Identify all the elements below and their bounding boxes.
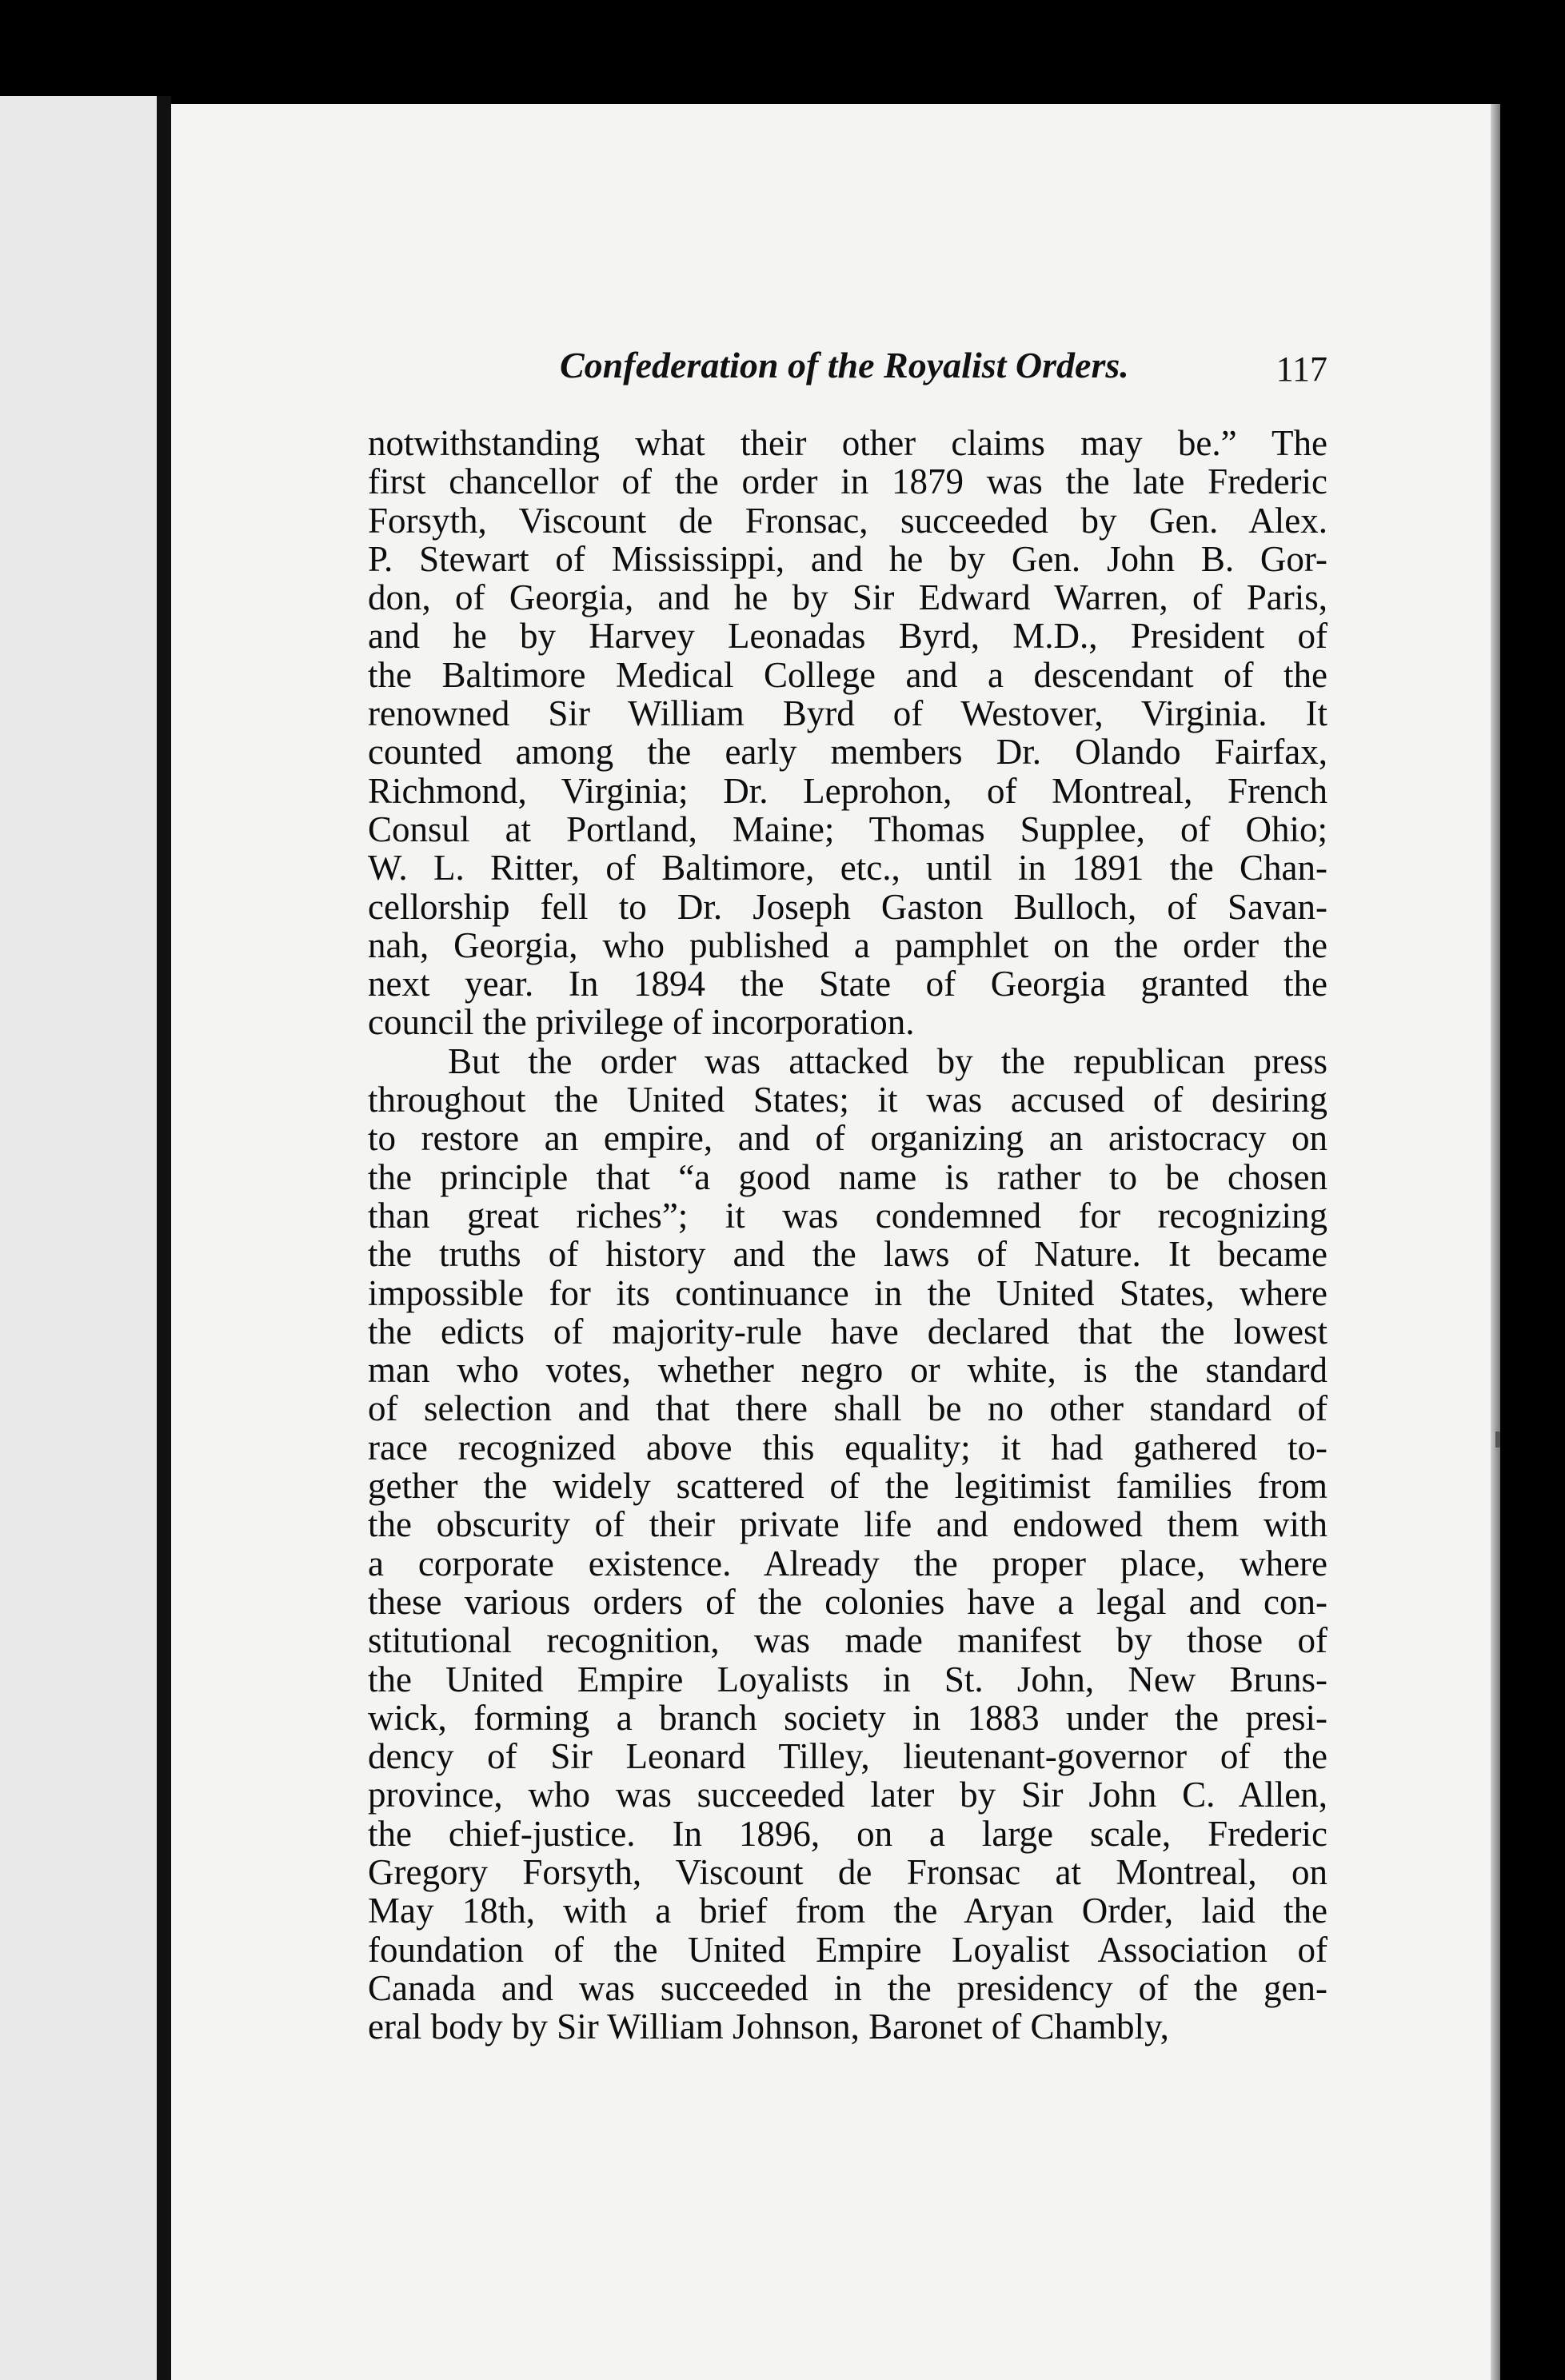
- text-line: these various orders of the colonies have a legal and con-: [368, 1581, 1327, 1622]
- text-line: than great riches”; it was condemned for recognizing: [368, 1195, 1327, 1236]
- text-line: the Baltimore Medical College and a descendant of the: [368, 654, 1327, 695]
- text-line: dency of Sir Leonard Tilley, lieutenant-governor of the: [368, 1736, 1327, 1777]
- scan-artifact: [1495, 1432, 1500, 1448]
- page-number: 117: [1276, 349, 1327, 389]
- text-line: cellorship fell to Dr. Joseph Gaston Bulloch, of Savan-: [368, 886, 1327, 927]
- paragraph: [368, 424, 1327, 1042]
- page-edge-shadow: [1491, 104, 1500, 2380]
- text-line: foundation of the United Empire Loyalist Association of: [368, 1929, 1327, 1970]
- text-line: don, of Georgia, and he by Sir Edward Warren, of Paris,: [368, 577, 1327, 618]
- page-header: [560, 344, 1327, 408]
- text-line: a corporate existence. Already the proper place, where: [368, 1543, 1327, 1583]
- text-line: eral body by Sir William Johnson, Baronet of Chambly,: [368, 2007, 1169, 2047]
- previous-page-margin: [0, 96, 157, 2380]
- text-line: notwithstanding what their other claims may be.” The: [368, 423, 1327, 463]
- text-line: race recognized above this equality; it had gathered to-: [368, 1427, 1327, 1468]
- text-line: renowned Sir William Byrd of Westover, Virginia. It: [368, 693, 1327, 734]
- book-gutter-shadow: [157, 96, 171, 2380]
- text-line: counted among the early members Dr. Olando Fairfax,: [368, 732, 1327, 773]
- text-line: the chief-justice. In 1896, on a large scale, Frederic: [368, 1813, 1327, 1854]
- text-line: to restore an empire, and of organizing an aristocracy on: [368, 1118, 1327, 1159]
- text-line: Gregory Forsyth, Viscount de Fronsac at Montreal, on: [368, 1851, 1327, 1892]
- text-line: man who votes, whether negro or white, is the standard: [368, 1350, 1327, 1391]
- text-line: W. L. Ritter, of Baltimore, etc., until in 1891 the Chan-: [368, 848, 1327, 889]
- text-line: gether the widely scattered of the legitimist families from: [368, 1466, 1327, 1507]
- text-line: first chancellor of the order in 1879 was the late Frederic: [368, 461, 1327, 502]
- text-line: stitutional recognition, was made manifest by those of: [368, 1620, 1327, 1661]
- text-line: May 18th, with a brief from the Aryan Order, laid the: [368, 1891, 1327, 1931]
- text-line: Canada and was succeeded in the presidency of the gen-: [368, 1967, 1327, 2008]
- text-line: council the privilege of incorporation.: [368, 1002, 915, 1043]
- text-line: the principle that “a good name is rather to be chosen: [368, 1156, 1327, 1197]
- body-text: [368, 424, 1327, 2046]
- text-line: wick, forming a branch society in 1883 under the presi-: [368, 1697, 1327, 1738]
- text-line: P. Stewart of Mississippi, and he by Gen. John B. Gor-: [368, 538, 1327, 579]
- text-line: nah, Georgia, who published a pamphlet on the order the: [368, 924, 1327, 965]
- paragraph: [368, 1042, 1327, 2047]
- text-line: the United Empire Loyalists in St. John, New Bruns-: [368, 1659, 1327, 1699]
- text-line: the truths of history and the laws of Nature. It became: [368, 1234, 1327, 1275]
- text-line: impossible for its continuance in the United States, where: [368, 1272, 1327, 1313]
- running-title: Confederation of the Royalist Orders.: [560, 345, 1129, 385]
- text-line: Forsyth, Viscount de Fronsac, succeeded by Gen. Alex.: [368, 500, 1327, 541]
- text-line: throughout the United States; it was accused of desiring: [368, 1080, 1327, 1120]
- text-line: next year. In 1894 the State of Georgia granted the: [368, 964, 1327, 1004]
- text-line: the obscurity of their private life and endowed them with: [368, 1504, 1327, 1545]
- text-line: But the order was attacked by the republican press: [448, 1040, 1327, 1081]
- text-line: province, who was succeeded later by Sir John C. Allen,: [368, 1775, 1327, 1815]
- text-line: Consul at Portland, Maine; Thomas Supplee, of Ohio;: [368, 809, 1327, 849]
- text-line: and he by Harvey Leonadas Byrd, M.D., President of: [368, 616, 1327, 657]
- text-line: the edicts of majority-rule have declared that the lowest: [368, 1311, 1327, 1352]
- text-line: of selection and that there shall be no other standard of: [368, 1388, 1327, 1429]
- text-line: Richmond, Virginia; Dr. Leprohon, of Montreal, French: [368, 770, 1327, 811]
